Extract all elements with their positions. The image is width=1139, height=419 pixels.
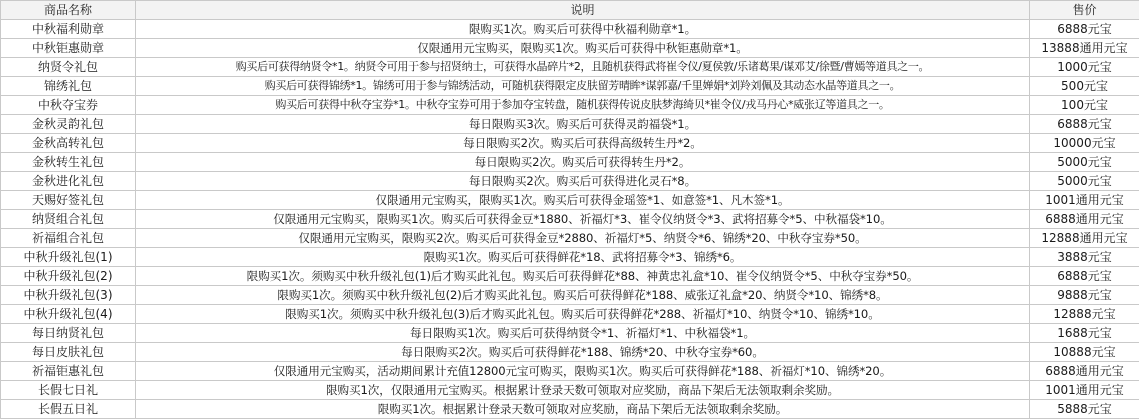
product-price-cell: 1001通用元宝 — [1030, 381, 1139, 400]
product-name-cell: 中秋升级礼包(4) — [1, 305, 136, 324]
product-price-cell: 500元宝 — [1030, 77, 1139, 96]
product-description-cell: 购买后可获得纳贤令*1。纳贤令可用于参与招贤纳士，可获得水晶碎片*2，且随机获得武将崔令仪/夏侯敦/乐诸葛果/谋邓艾/徐暨/曹嫣等道具之一。 — [136, 58, 1030, 77]
table-row — [1, 134, 1139, 153]
product-price-cell: 5888元宝 — [1030, 400, 1139, 419]
product-description-cell: 仅限通用元宝购买，限购买2次。购买后可获得金豆*2880、祈福灯*5、纳贤令*6、锦绣*20、中秋夺宝券*50。 — [136, 229, 1030, 248]
product-price-cell: 12888元宝 — [1030, 305, 1139, 324]
product-description-cell: 仅限通用元宝购买，限购买1次。购买后可获得金瑶签*1、如意签*1、凡木签*1。 — [136, 191, 1030, 210]
column-header-name: 商品名称 — [1, 1, 136, 20]
product-name-cell: 每日皮肤礼包 — [1, 343, 136, 362]
table-row — [1, 286, 1139, 305]
product-description-cell: 每日限购买3次。购买后可获得灵韵福袋*1。 — [136, 115, 1030, 134]
product-name-cell: 金秋灵韵礼包 — [1, 115, 136, 134]
table-row — [1, 172, 1139, 191]
table-row — [1, 210, 1139, 229]
product-description-cell: 限购买1次。购买后可获得中秋福利勋章*1。 — [136, 20, 1030, 39]
product-description-cell: 每日限购买1次。购买后可获得纳贤令*1、祈福灯*1、中秋福袋*1。 — [136, 324, 1030, 343]
product-description-cell: 每日限购买2次。购买后可获得进化灵石*8。 — [136, 172, 1030, 191]
product-name-cell: 金秋高转礼包 — [1, 134, 136, 153]
table-row — [1, 96, 1139, 115]
product-description-cell: 限购买1次。须购买中秋升级礼包(3)后才购买此礼包。购买后可获得鲜花*288、祈福灯*10、纳贤令*10、锦绣*10。 — [136, 305, 1030, 324]
product-price-cell: 10000元宝 — [1030, 134, 1139, 153]
table-row — [1, 115, 1139, 134]
product-description-cell: 仅限通用元宝购买，活动期间累计充值12800元宝可购买，限购买1次。购买后可获得鲜花*188、祈福灯*10、锦绣*20。 — [136, 362, 1030, 381]
product-price-cell: 5000元宝 — [1030, 153, 1139, 172]
table-row — [1, 400, 1139, 419]
product-name-cell: 中秋升级礼包(2) — [1, 267, 136, 286]
table-row — [1, 343, 1139, 362]
column-header-description: 说明 — [136, 1, 1030, 20]
product-price-cell: 5000元宝 — [1030, 172, 1139, 191]
table-row — [1, 77, 1139, 96]
product-price-cell: 3888元宝 — [1030, 248, 1139, 267]
product-name-cell: 中秋升级礼包(1) — [1, 248, 136, 267]
product-price-cell: 100元宝 — [1030, 96, 1139, 115]
product-name-cell: 长假五日礼 — [1, 400, 136, 419]
product-name-cell: 金秋转生礼包 — [1, 153, 136, 172]
product-name-cell: 中秋钜惠勋章 — [1, 39, 136, 58]
product-name-cell: 祈福组合礼包 — [1, 229, 136, 248]
product-price-cell: 1000元宝 — [1030, 58, 1139, 77]
table-row — [1, 20, 1139, 39]
product-description-cell: 购买后可获得中秋夺宝券*1。中秋夺宝券可用于参加夺宝转盘，随机获得传说皮肤梦海绮贝*崔令仪/戎马丹心*威张辽等道具之一。 — [136, 96, 1030, 115]
table-row — [1, 324, 1139, 343]
table-body — [1, 20, 1139, 419]
product-name-cell: 祈福钜惠礼包 — [1, 362, 136, 381]
table-row — [1, 248, 1139, 267]
product-description-cell: 限购买1次。购买后可获得鲜花*18、武将招募令*3、锦绣*6。 — [136, 248, 1030, 267]
product-description-cell: 每日限购买2次。购买后可获得鲜花*188、锦绣*20、中秋夺宝券*60。 — [136, 343, 1030, 362]
product-price-cell: 12888通用元宝 — [1030, 229, 1139, 248]
product-name-cell: 纳贤组合礼包 — [1, 210, 136, 229]
product-name-cell: 纳贤令礼包 — [1, 58, 136, 77]
table-row — [1, 267, 1139, 286]
product-description-cell: 限购买1次。须购买中秋升级礼包(1)后才购买此礼包。购买后可获得鲜花*88、神黄忠礼盒*10、崔令仪纳贤令*5、中秋夺宝券*50。 — [136, 267, 1030, 286]
product-price-cell: 6888元宝 — [1030, 115, 1139, 134]
product-price-cell: 1001通用元宝 — [1030, 191, 1139, 210]
table-row — [1, 191, 1139, 210]
product-description-cell: 限购买1次。根据累计登录天数可领取对应奖励，商品下架后无法领取剩余奖励。 — [136, 400, 1030, 419]
product-price-cell: 6888元宝 — [1030, 20, 1139, 39]
product-price-cell: 6888通用元宝 — [1030, 362, 1139, 381]
product-name-cell: 锦绣礼包 — [1, 77, 136, 96]
product-price-cell: 1688元宝 — [1030, 324, 1139, 343]
table-row — [1, 229, 1139, 248]
table-row — [1, 381, 1139, 400]
product-name-cell: 每日纳贤礼包 — [1, 324, 136, 343]
product-description-cell: 限购买1次，仅限通用元宝购买。根据累计登录天数可领取对应奖励，商品下架后无法领取剩余奖励。 — [136, 381, 1030, 400]
product-name-cell: 中秋升级礼包(3) — [1, 286, 136, 305]
product-name-cell: 中秋福利勋章 — [1, 20, 136, 39]
product-name-cell: 天赐好签礼包 — [1, 191, 136, 210]
product-description-cell: 每日限购买2次。购买后可获得转生丹*2。 — [136, 153, 1030, 172]
table-row — [1, 58, 1139, 77]
table-row — [1, 305, 1139, 324]
product-name-cell: 长假七日礼 — [1, 381, 136, 400]
product-description-cell: 每日限购买2次。购买后可获得高级转生丹*2。 — [136, 134, 1030, 153]
product-description-cell: 购买后可获得锦绣*1。锦绣可用于参与锦绣活动，可随机获得限定皮肤留芳晴眸*谋郭嘉/千里婵娟*刘羚刘佩及其动态水晶等道具之一。 — [136, 77, 1030, 96]
table-row — [1, 362, 1139, 381]
product-price-cell: 10888元宝 — [1030, 343, 1139, 362]
product-description-cell: 仅限通用元宝购买，限购买1次。购买后可获得中秋钜惠勋章*1。 — [136, 39, 1030, 58]
product-description-cell: 仅限通用元宝购买，限购买1次。购买后可获得金豆*1880、祈福灯*3、崔令仪纳贤令*3、武将招募令*5、中秋福袋*10。 — [136, 210, 1030, 229]
product-description-cell: 限购买1次。须购买中秋升级礼包(2)后才购买此礼包。购买后可获得鲜花*188、威张辽礼盒*20、纳贤令*10、锦绣*8。 — [136, 286, 1030, 305]
product-price-cell: 13888通用元宝 — [1030, 39, 1139, 58]
table-row — [1, 153, 1139, 172]
table-row — [1, 39, 1139, 58]
product-price-cell: 6888通用元宝 — [1030, 210, 1139, 229]
product-price-cell: 9888元宝 — [1030, 286, 1139, 305]
product-name-cell: 中秋夺宝券 — [1, 96, 136, 115]
column-header-price: 售价 — [1030, 1, 1139, 20]
product-price-cell: 6888元宝 — [1030, 267, 1139, 286]
table-header-row — [1, 1, 1139, 20]
product-name-cell: 金秋进化礼包 — [1, 172, 136, 191]
